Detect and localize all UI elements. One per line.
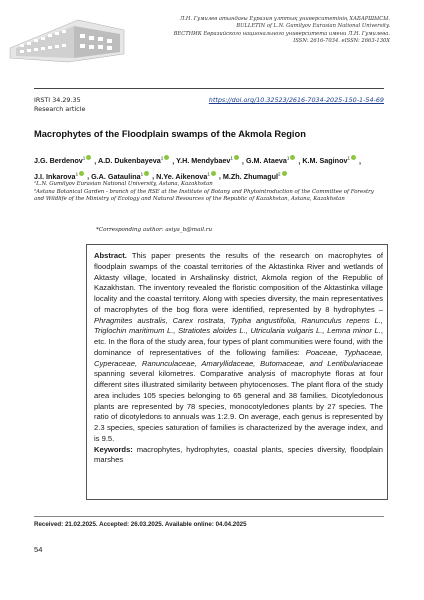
author xyxy=(223,172,288,181)
header-line-ru: ВЕСТНИК Евразийского национального университета имени Л.Н. Гумилева. xyxy=(173,30,390,37)
abstract-text-1: This paper presents the results of the research on macrophytes of floodplain swamps of the coastal territories of the Aktastinka River and wetlands of Aktasty village, located in Arshalinsky district, Akmola region of the Republic of Kazakhstan. The inventory revealed the floristic composition of the Aktastinka village locality and the coastal territory. Along with species diversity, the main representatives of macrophytes of the bog flora were identified, represented by 8 hydrophytes – xyxy=(94,251,383,314)
author xyxy=(91,172,150,181)
author xyxy=(246,156,296,165)
abstract-species: Phragmites australis, Carex rostrata, Typha angustifolia, Ranunculus repens L., Triglochin maritimum L., Stratiotes aloides L., Utricularia vulgaris L., Lemna minor L. xyxy=(94,315,383,336)
irsti-code: IRSTI 34.29.35 xyxy=(34,96,81,104)
author-name: Y.H. Mendybaev xyxy=(176,156,231,166)
header-line-en: BULLETIN of L.N. Gumilyov Eurasian National University. xyxy=(236,23,390,30)
author-affiliation-mark: 1 xyxy=(82,156,86,161)
author-affiliation-mark: 1 xyxy=(75,171,79,177)
author-list: J.G. Berdenov$^1$ , A.D. Dukenbayeva$^1$ , Y.H. Mendybaev$^1$ , G.M. Ataeva$^1$ , K.M. Saginov$^1$ , J.I. Inkarova$^1$ , G.A. Gataulina$^1$ , N.Ye. Aikenova$^1$ , M.Zh. Zhumagul$^2$ xyxy=(34,156,361,181)
author-affiliation-mark: 1 xyxy=(347,156,350,161)
affiliation-1: ¹L.N. Gumilyov Eurasian National University, Astana, Kazakhstan xyxy=(34,181,213,187)
page-number: 54 xyxy=(34,545,43,554)
affiliations xyxy=(34,181,384,204)
author xyxy=(176,156,240,165)
author-affiliation-mark: 2 xyxy=(278,171,281,177)
keywords-label: Keywords: xyxy=(94,444,133,454)
author xyxy=(34,172,85,181)
orcid-icon[interactable] xyxy=(164,155,169,160)
abstract-text-2: , etc. In the flora of the study area, four types of plant communities were found, with the dominance of representatives of the following families: xyxy=(94,326,383,357)
dates-divider xyxy=(34,516,384,517)
orcid-icon[interactable] xyxy=(290,155,295,160)
abstract-text-3: spanning several kilometres. Comparative analysis of macrophyte floras at four different sites illustrated similarity between phytocenoses. The plant flora of the study area includes 105 species belonging to 65 general and 38 families. Dicotyledonous plants are represented by 78 species, monocotyledones plants by 27 species. The ratio of dicotyledons to annuals was 1:2.9. On average, each genus is represented by 2.3 species, species saturation of families is characterized by the average index, and is 9.5. xyxy=(94,369,383,443)
orcid-icon[interactable] xyxy=(86,155,91,160)
author-name: A.D. Dukenbayeva xyxy=(97,156,161,166)
author-name: J.G. Berdenov xyxy=(34,156,83,166)
author xyxy=(98,156,170,165)
abstract xyxy=(94,251,383,466)
journal-header xyxy=(132,16,390,45)
orcid-icon[interactable] xyxy=(211,171,216,176)
publication-dates: Received: 21.02.2025. Accepted: 26.03.2025. Available online: 04.04.2025 xyxy=(34,521,247,528)
orcid-icon[interactable] xyxy=(234,155,239,160)
author-name: K.M. Saginov xyxy=(302,156,348,166)
author xyxy=(156,172,217,181)
author-name: M.Zh. Zhumagul xyxy=(222,171,279,181)
author-affiliation-mark: 1 xyxy=(140,171,144,177)
affiliation-2: ²Astana Botanical Garden - branch of the RSE at the Institute of Botany and Phytointroduction of the Committee of Forestry and Wildlife of the Ministry of Ecology and Natural Resources of the Republic of Kazakhstan, Astana, Kazakhstan xyxy=(34,188,374,203)
abstract-label: Abstract. xyxy=(94,251,127,260)
author xyxy=(34,156,92,165)
keywords xyxy=(94,445,383,467)
article-meta xyxy=(34,96,85,114)
orcid-icon[interactable] xyxy=(144,171,149,176)
author-name: G.M. Ataeva xyxy=(245,156,287,166)
author-affiliation-mark: 1 xyxy=(230,156,233,161)
author-affiliation-mark: 1 xyxy=(207,171,210,177)
header-divider xyxy=(34,88,384,89)
orcid-icon[interactable] xyxy=(282,171,287,176)
author xyxy=(302,156,357,165)
author-name: N.Ye. Aikenova xyxy=(156,171,208,181)
author-name: J.I. Inkarova xyxy=(34,171,76,181)
author-name: G.A. Gataulina xyxy=(91,171,141,181)
doi-link[interactable]: https://doi.org/10.32523/2616-7034-2025-150-1-54-69 xyxy=(208,96,384,104)
author-affiliation-mark: 1 xyxy=(160,156,164,161)
abstract-families: Poaceae, Typhaceae, Cyperaceae, Ranunculaceae, Amaryllidaceae, Butomaceae, and Lentibulariaceae xyxy=(94,347,383,368)
header-issn: ISSN: 2616-7034. eISSN: 2663-130X xyxy=(293,37,390,44)
orcid-icon[interactable] xyxy=(351,155,356,160)
orcid-icon[interactable] xyxy=(79,171,84,176)
header-line-kz: Л.Н. Гумилев атындағы Еуразия ұлттық университетінің ХАБАРШЫСЫ. xyxy=(179,16,390,22)
university-building-logo xyxy=(8,14,126,64)
keywords-text: macrophytes, hydrophytes, coastal plants, species diversity, floodplain marshes xyxy=(94,444,383,465)
corresponding-author: *Corresponding author: asiya_b@mail.ru xyxy=(96,227,213,233)
author-affiliation-mark: 1 xyxy=(286,156,290,161)
article-title: Macrophytes of the Floodplain swamps of the Akmola Region xyxy=(34,129,306,139)
article-type: Research article xyxy=(34,105,86,113)
